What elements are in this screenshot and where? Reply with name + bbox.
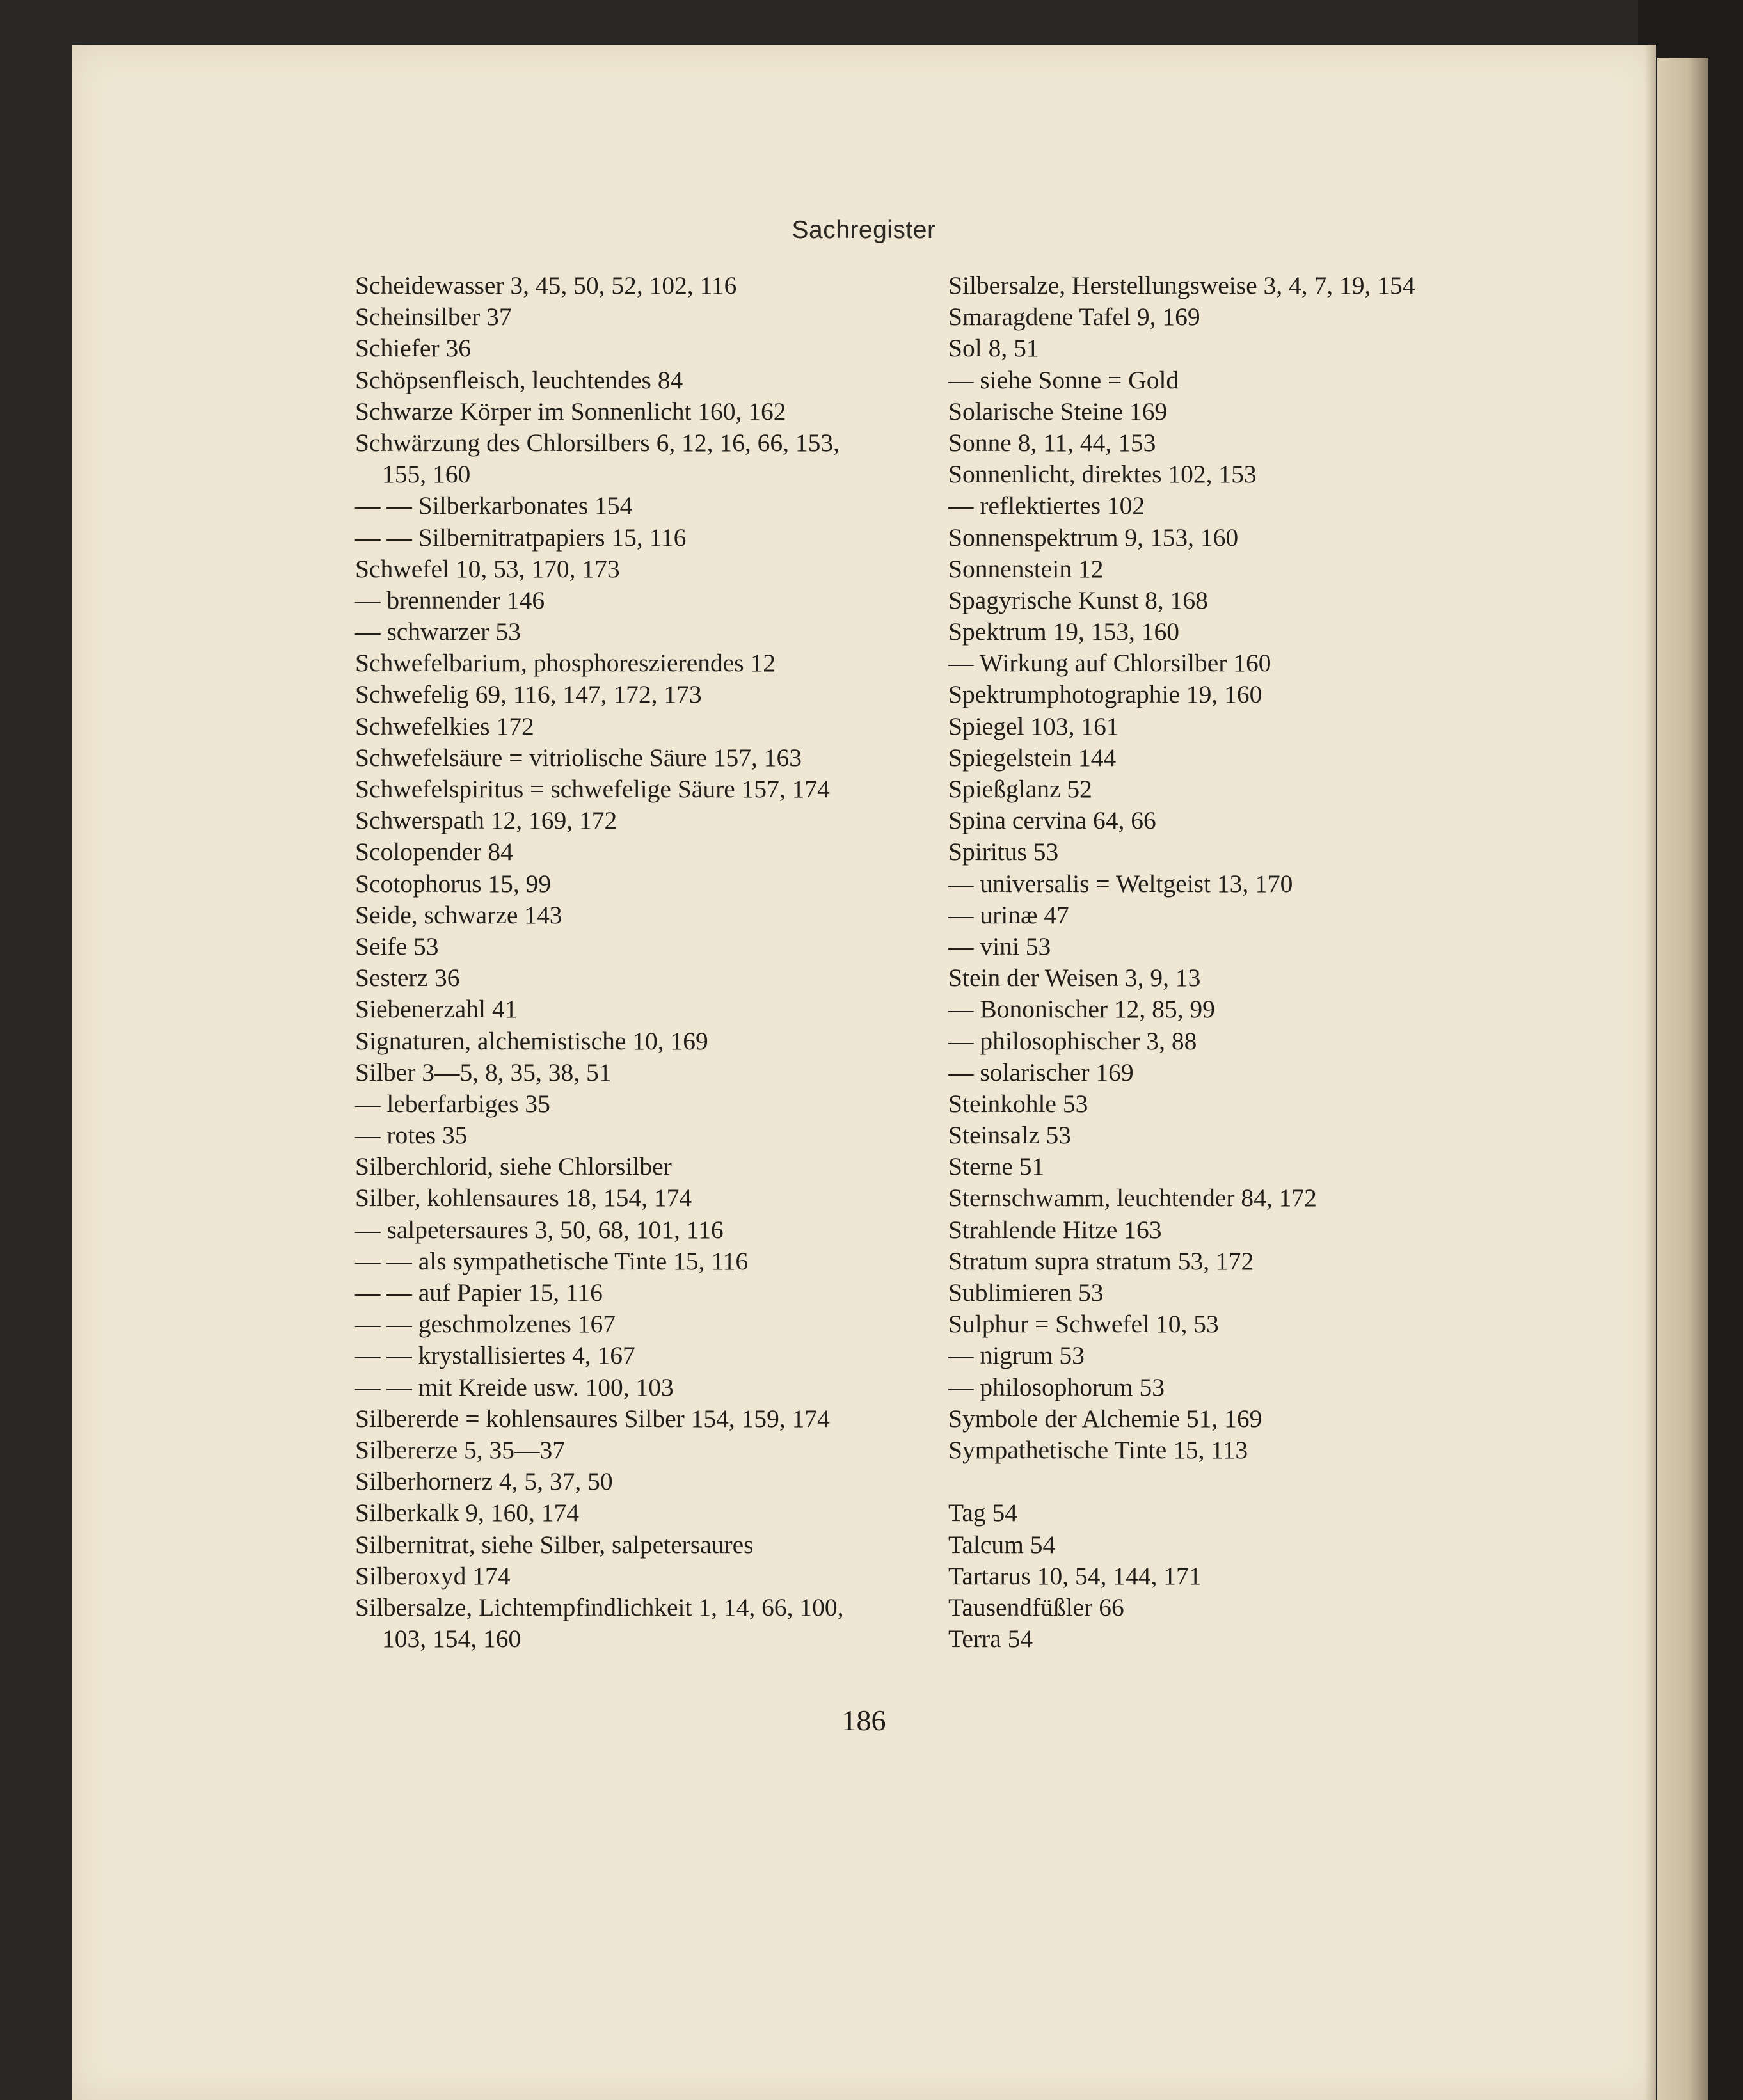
index-entry: Schwärzung des Chlorsilbers 6, 12, 16, 66, 153, [355, 428, 840, 457]
index-entry: Schwarze Körper im Sonnenlicht 160, 162 [355, 397, 786, 426]
index-entry: Talcum 54 [948, 1530, 1056, 1559]
index-entry: — — Silberkarbonates 154 [355, 491, 633, 520]
index-entry: Stratum supra stratum 53, 172 [948, 1246, 1254, 1275]
index-entry: — siehe Sonne = Gold [948, 365, 1179, 394]
index-entry: — solarischer 169 [948, 1058, 1134, 1086]
index-entry: — salpetersaures 3, 50, 68, 101, 116 [355, 1215, 724, 1244]
facing-page-edge [1657, 58, 1708, 2100]
index-entry: Terra 54 [948, 1625, 1033, 1653]
index-entry: — — mit Kreide usw. 100, 103 [355, 1372, 674, 1401]
index-entry: — urinæ 47 [948, 900, 1069, 929]
index-entry: — leberfarbiges 35 [355, 1089, 550, 1118]
index-entry: — reflektiertes 102 [948, 491, 1145, 520]
index-entry: Scotophorus 15, 99 [355, 869, 552, 898]
page-number: 186 [841, 1704, 886, 1737]
index-entry: Sulphur = Schwefel 10, 53 [948, 1310, 1219, 1339]
index-entry: Spektrumphotographie 19, 160 [948, 680, 1262, 709]
index-entry: Sonnenspektrum 9, 153, 160 [948, 523, 1239, 552]
index-entry-continuation: 103, 154, 160 [382, 1625, 521, 1653]
index-entry: Scolopender 84 [355, 838, 513, 866]
index-column-left [355, 270, 982, 1655]
index-entry: Spiegel 103, 161 [948, 712, 1119, 740]
index-entry: Schiefer 36 [355, 334, 471, 363]
index-entry: Steinsalz 53 [948, 1121, 1071, 1150]
index-entry: Silbersalze, Herstellungsweise 3, 4, 7, 19, 154 [948, 271, 1415, 299]
index-entry: — brennender 146 [355, 585, 545, 614]
index-entry: — schwarzer 53 [355, 617, 521, 646]
index-entry: Signaturen, alchemistische 10, 169 [355, 1026, 708, 1055]
book-page [72, 45, 1656, 2100]
index-entry: — Wirkung auf Chlorsilber 160 [948, 649, 1271, 678]
index-entry: — — Silbernitratpapiers 15, 116 [355, 523, 687, 552]
index-entry: Schwefel 10, 53, 170, 173 [355, 554, 620, 583]
index-entry: — philosophorum 53 [948, 1372, 1165, 1401]
index-entry: Scheidewasser 3, 45, 50, 52, 102, 116 [355, 271, 737, 299]
index-entry: Silberhornerz 4, 5, 37, 50 [355, 1467, 613, 1496]
index-entry: Sterne 51 [948, 1152, 1045, 1181]
index-entry: Siebenerzahl 41 [355, 995, 518, 1024]
index-entry: — rotes 35 [355, 1121, 468, 1150]
page-edge-shading [1644, 45, 1656, 2100]
index-entry: — philosophischer 3, 88 [948, 1026, 1197, 1055]
index-entry: Silber, kohlensaures 18, 154, 174 [355, 1184, 692, 1213]
index-entry: Spektrum 19, 153, 160 [948, 617, 1179, 646]
index-entry: Strahlende Hitze 163 [948, 1215, 1162, 1244]
index-entry: Tausendfüßler 66 [948, 1593, 1124, 1621]
index-entry: Spina cervina 64, 66 [948, 806, 1156, 835]
index-entry: — — auf Papier 15, 116 [355, 1278, 603, 1307]
index-entry: Silberoxyd 174 [355, 1561, 511, 1590]
index-entry-continuation: 155, 160 [382, 460, 471, 489]
index-entry: Stein der Weisen 3, 9, 13 [948, 964, 1201, 992]
index-entry: Sesterz 36 [355, 964, 460, 992]
index-letter-gap [948, 1466, 1588, 1497]
index-entry: Schöpsenfleisch, leuchtendes 84 [355, 365, 683, 394]
index-entry: Silbererze 5, 35—37 [355, 1435, 565, 1464]
index-entry: — nigrum 53 [948, 1341, 1085, 1370]
index-entry: Silber 3—5, 8, 35, 38, 51 [355, 1058, 612, 1086]
index-entry: Silbernitrat, siehe Silber, salpetersaures [355, 1530, 754, 1559]
running-head: Sachregister [792, 216, 936, 244]
index-entry: Silbererde = kohlensaures Silber 154, 159, 174 [355, 1404, 830, 1433]
index-entry: Smaragdene Tafel 9, 169 [948, 303, 1200, 331]
index-entry: — universalis = Weltgeist 13, 170 [948, 869, 1293, 898]
index-entry: Sonne 8, 11, 44, 153 [948, 428, 1156, 457]
index-entry: Sympathetische Tinte 15, 113 [948, 1435, 1248, 1464]
index-entry: Steinkohle 53 [948, 1089, 1088, 1118]
index-entry: Spiritus 53 [948, 838, 1059, 866]
index-entry: Tag 54 [948, 1499, 1018, 1527]
index-entry: Schwerspath 12, 169, 172 [355, 806, 617, 835]
index-entry: Seife 53 [355, 932, 439, 960]
index-entry: Spießglanz 52 [948, 775, 1092, 803]
index-entry: Spagyrische Kunst 8, 168 [948, 585, 1208, 614]
index-entry: Symbole der Alchemie 51, 169 [948, 1404, 1262, 1433]
index-entry: Schwefelig 69, 116, 147, 172, 173 [355, 680, 702, 709]
index-entry: Schwefelsäure = vitriolische Säure 157, 163 [355, 743, 802, 772]
index-entry: Seide, schwarze 143 [355, 900, 562, 929]
index-entry: Silberkalk 9, 160, 174 [355, 1499, 579, 1527]
index-entry: Silbersalze, Lichtempfindlichkeit 1, 14, 66, 100, [355, 1593, 844, 1621]
index-column-right [948, 270, 1588, 1655]
index-entry: Sublimieren 53 [948, 1278, 1104, 1307]
index-entry: Sol 8, 51 [948, 334, 1039, 363]
index-entry: — — als sympathetische Tinte 15, 116 [355, 1246, 749, 1275]
index-entry: Tartarus 10, 54, 144, 171 [948, 1561, 1202, 1590]
index-entry: — — geschmolzenes 167 [355, 1310, 616, 1339]
index-entry: Schwefelbarium, phosphoreszierendes 12 [355, 649, 776, 678]
index-entry: Spiegelstein 144 [948, 743, 1117, 772]
index-entry: Scheinsilber 37 [355, 303, 512, 331]
index-entry: Sternschwamm, leuchtender 84, 172 [948, 1184, 1317, 1213]
index-entry: — vini 53 [948, 932, 1051, 960]
index-entry: Silberchlorid, siehe Chlorsilber [355, 1152, 672, 1181]
index-entry: Solarische Steine 169 [948, 397, 1168, 426]
index-entry: — — krystallisiertes 4, 167 [355, 1341, 635, 1370]
index-entry: Schwefelkies 172 [355, 712, 534, 740]
index-entry: Schwefelspiritus = schwefelige Säure 157, 174 [355, 775, 830, 803]
index-entry: Sonnenlicht, direktes 102, 153 [948, 460, 1257, 489]
index-entry: Sonnenstein 12 [948, 554, 1104, 583]
index-entry: — Bononischer 12, 85, 99 [948, 995, 1215, 1024]
